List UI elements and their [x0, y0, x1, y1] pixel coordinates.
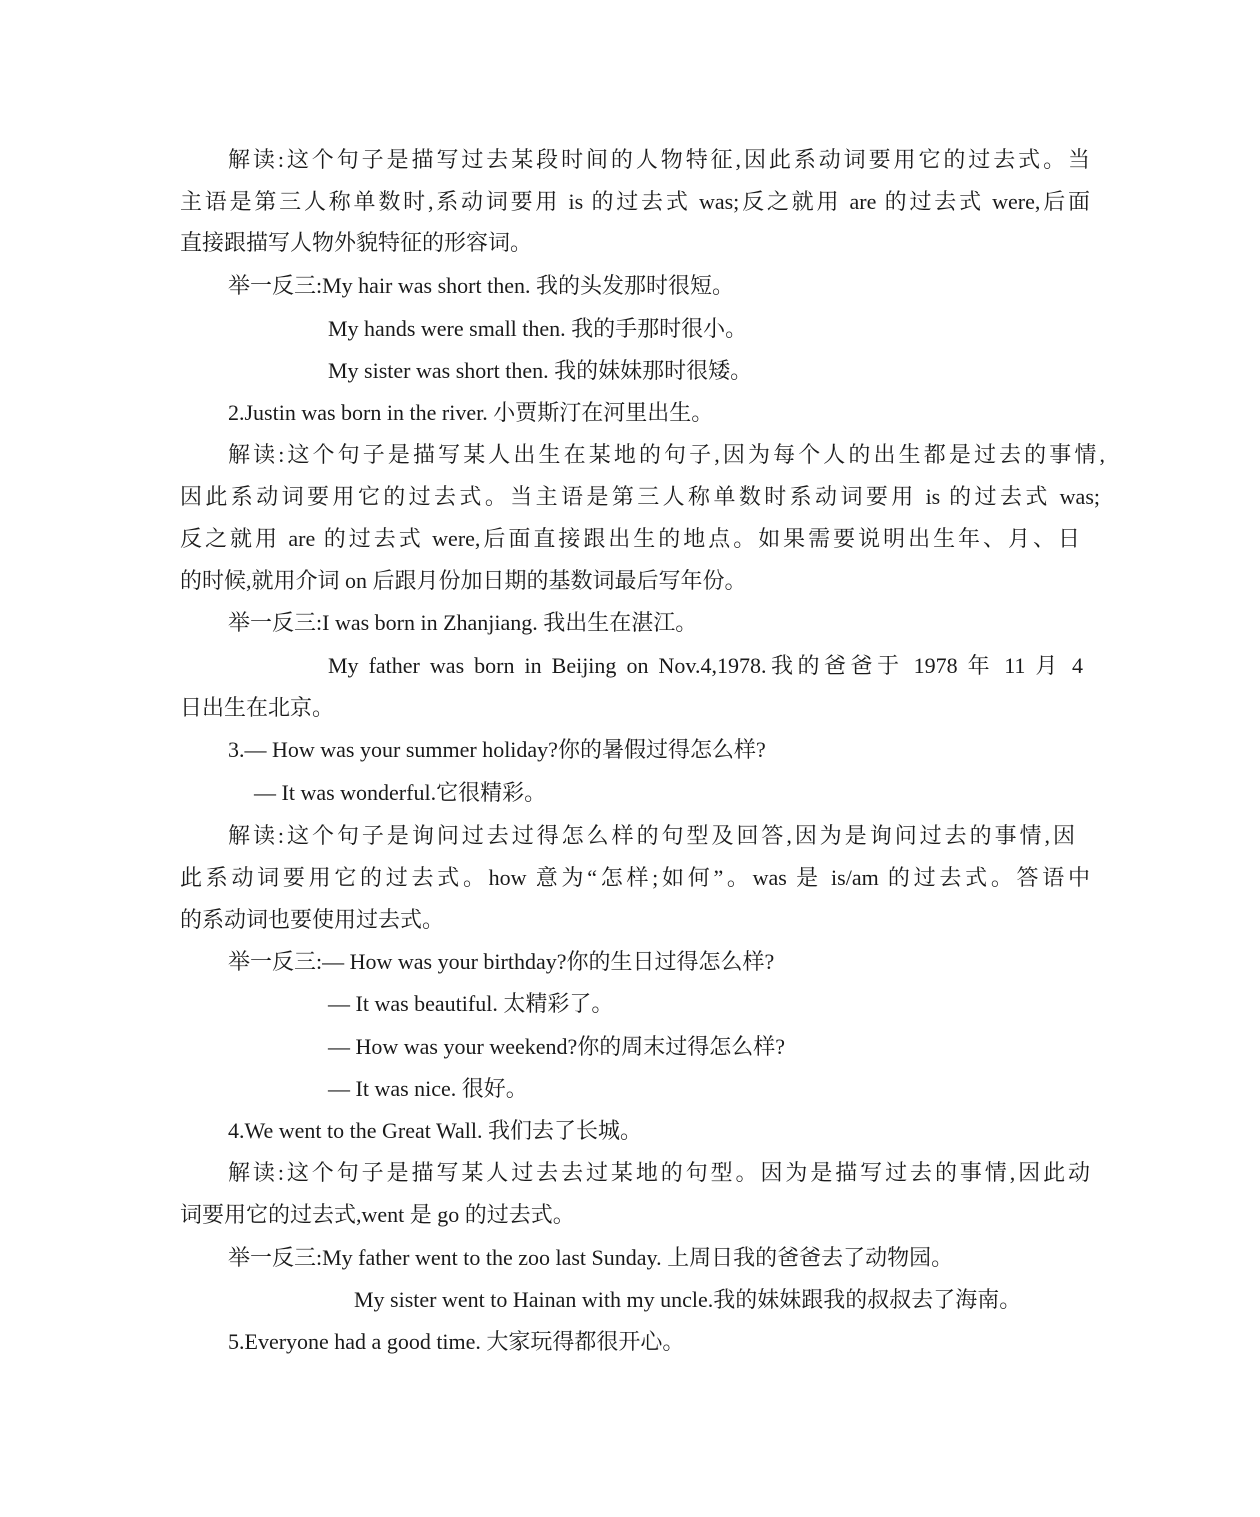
example-line: My hands were small then. 我的手那时很小。 [328, 316, 748, 341]
example-line: — It was nice. 很好。 [328, 1076, 528, 1101]
sentence-heading: 5.Everyone had a good time. 大家玩得都很开心。 [228, 1329, 685, 1354]
sentence-heading: — It was wonderful.它很精彩。 [254, 780, 547, 805]
explanation-line: 反之就用 are 的过去式 were,后面直接跟出生的地点。如果需要说明出生年、月、日 [180, 526, 1080, 551]
explanation-line: 解读:这个句子是描写某人过去去过某地的句型。因为是描写过去的事情,因此动 [228, 1160, 1090, 1185]
example-line: 日出生在北京。 [180, 695, 335, 720]
example-line: My sister went to Hainan with my uncle.我的妹妹跟我的叔叔去了海南。 [354, 1287, 1022, 1312]
example-line: My sister was short then. 我的妹妹那时很矮。 [328, 358, 753, 383]
explanation-line: 因此系动词要用它的过去式。当主语是第三人称单数时系动词要用 is 的过去式 was; [180, 484, 1100, 509]
example-line: 举一反三:My hair was short then. 我的头发那时很短。 [228, 273, 734, 298]
sentence-heading: 2.Justin was born in the river. 小贾斯汀在河里出生。 [228, 400, 714, 425]
explanation-line: 主语是第三人称单数时,系动词要用 is 的过去式 was;反之就用 are 的过去式 were,后面 [180, 189, 1090, 214]
explanation-line: 此系动词要用它的过去式。how 意为“怎样;如何”。was 是 is/am 的过去式。答语中 [180, 865, 1090, 890]
sentence-heading: 3.— How was your summer holiday?你的暑假过得怎么样? [228, 737, 766, 762]
example-line: 举一反三:My father went to the zoo last Sunday. 上周日我的爸爸去了动物园。 [228, 1245, 954, 1270]
example-line: 举一反三:I was born in Zhanjiang. 我出生在湛江。 [228, 610, 698, 635]
explanation-line: 解读:这个句子是描写某人出生在某地的句子,因为每个人的出生都是过去的事情, [228, 442, 1105, 467]
example-line: — It was beautiful. 太精彩了。 [328, 991, 614, 1016]
explanation-line: 解读:这个句子是询问过去过得怎么样的句型及回答,因为是询问过去的事情,因 [228, 823, 1075, 848]
explanation-line: 直接跟描写人物外貌特征的形容词。 [180, 230, 533, 255]
example-line: — How was your weekend?你的周末过得怎么样? [328, 1034, 786, 1059]
explanation-line: 的时候,就用介词 on 后跟月份加日期的基数词最后写年份。 [180, 568, 747, 593]
example-line: My father was born in Beijing on Nov.4,1978.我的爸爸于 1978 年 11 月 4 [328, 653, 1083, 678]
explanation-line: 解读:这个句子是描写过去某段时间的人物特征,因此系动词要用它的过去式。当 [228, 147, 1090, 172]
sentence-heading: 4.We went to the Great Wall. 我们去了长城。 [228, 1118, 642, 1143]
example-line: 举一反三:— How was your birthday?你的生日过得怎么样? [228, 949, 775, 974]
explanation-line: 的系动词也要使用过去式。 [180, 907, 445, 932]
explanation-line: 词要用它的过去式,went 是 go 的过去式。 [180, 1202, 575, 1227]
